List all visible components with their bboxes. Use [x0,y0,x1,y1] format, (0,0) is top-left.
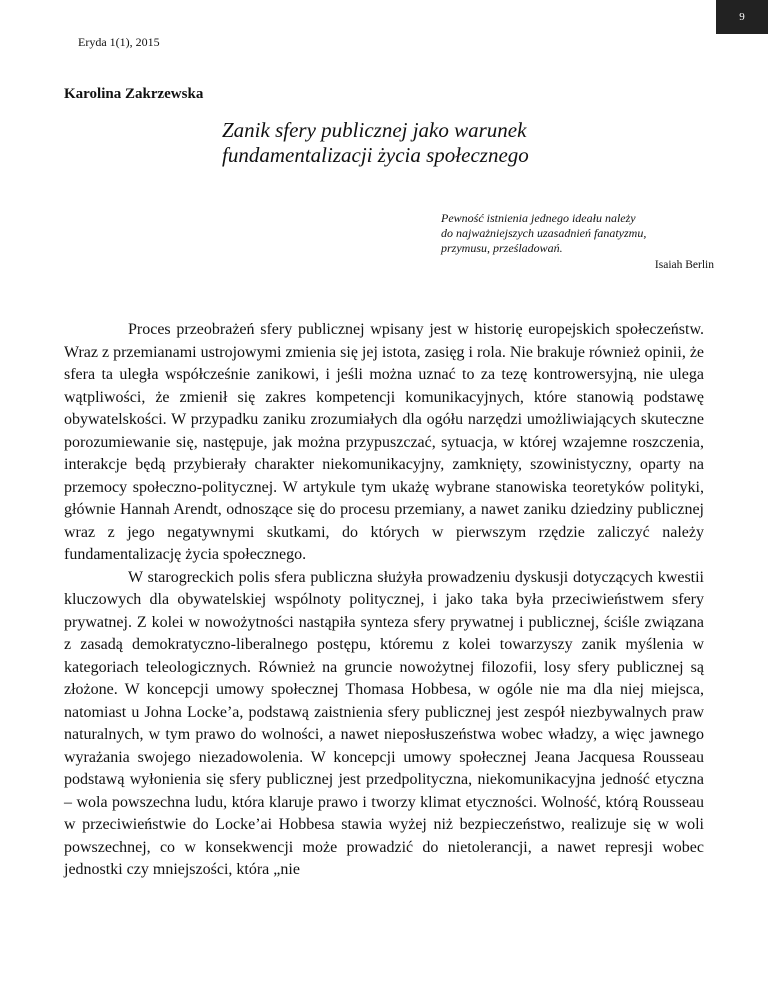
body-paragraph: W starogreckich polis sfera publiczna służyła prowadzeniu dyskusji dotyczących kwestii kluczowych dla obywatelskiej wspólnoty politycznej, i jako taka była przeciwieństwem sfery prywatnej. Z kolei w nowożytności nastąpiła synteza sfery prywatnej i publicznej, ściśle związana z zasadą demokratyczno-liberalnego postępu, któremu z kolei towarzyszy zanik myślenia w kategoriach teleologicznych. Również na gruncie nowożytnej filozofii, losy sfery publicznej są złożone. W koncepcji umowy społecznej Thomasa Hobbesa, w ogóle nie ma dla niej miejsca, natomiast u Johna Locke’a, podstawą zaistnienia sfery publicznej jest zespół niezbywalnych praw naturalnych, w tym prawo do wolności, a nawet nieposłuszeństwa wobec władzy, a więc jawnego wyrażania swojego niezadowolenia. W koncepcji umowy społecznej Jeana Jacquesa Rousseau podstawą wyłonienia się sfery publicznej jest przedpolityczna, niekomunikacyjna jedność etyczna – wola powszechna ludu, która klaruje prawo i tworzy klimat etyczności. Wolność, którą Rousseau w przeciwieństwie do Locke’ai Hobbesa stawia wyżej niż bezpieczeństwo, realizuje się w woli powszechnej, co w konsekwencji może prowadzić do nietolerancji, a nawet represji wobec jednostki czy mniejszości, która „nie [64,568,704,878]
author-name: Karolina Zakrzewska [64,86,204,102]
epigraph-line: Pewność istnienia jednego ideału należy [441,211,636,225]
article-title [222,118,529,168]
epigraph-quote [441,211,716,256]
epigraph-line: do najważniejszych uzasadnień fanatyzmu, [441,226,647,240]
title-line: Zanik sfery publicznej jako warunek [222,118,527,142]
journal-header: Eryda 1(1), 2015 [78,35,160,49]
epigraph-attribution: Isaiah Berlin [654,259,714,271]
epigraph-line: przymusu, prześladowań. [441,241,563,255]
article-body [64,319,704,882]
body-paragraph: Proces przeobrażeń sfery publicznej wpisany jest w historię europejskich społeczeństw. Wraz z przemianami ustrojowymi zmienia się jej istota, zasięg i rola. Nie brakuje również opinii, że sfera ta uległa współcześnie zanikowi, i jeśli można uznać to za tezę kontrowersyjną, nie ulega wątpliwości, że zmienił się zakres kompetencji komunikacyjnych, które stanowią podstawę obywatelskości. W przypadku zaniku zrozumiałych dla ogółu narzędzi umożliwiających skuteczne porozumiewanie się, następuje, jak można przypuszczać, sytuacja, w której wzajemne roszczenia, interakcje będą przybierały charakter niekomunikacyjny, zamknięty, szowinistyczny, oparty na przemocy społeczno-​politycznej. W artykule tym ukażę wybrane stanowiska teoretyków polityki, głównie Hannah Arendt, odnoszące się do procesu przemiany, a nawet zaniku dziedziny publicznej wraz z jego negatywnymi skutkami, do których w pierwszym rzędzie zaliczyć należy fundamentalizację życia społecznego. [64,321,705,563]
page-number-badge: 9 [716,0,768,34]
epigraph [441,211,716,273]
title-line: fundamentalizacji życia społecznego [222,143,529,167]
